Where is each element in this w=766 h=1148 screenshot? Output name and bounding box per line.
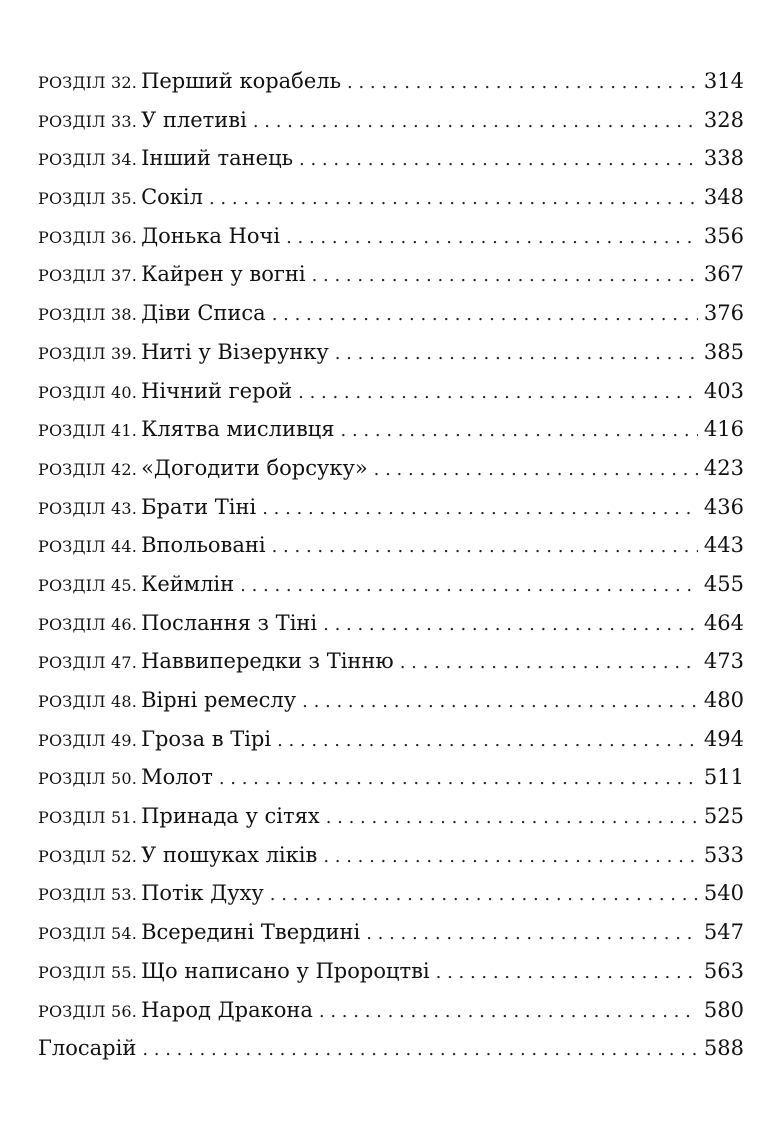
- toc-entry: [38, 881, 744, 920]
- toc-entry: [38, 611, 744, 650]
- dot-leader: [374, 459, 698, 480]
- dot-leader: [240, 575, 698, 596]
- toc-entry: [38, 765, 744, 804]
- toc-entry: [38, 998, 744, 1037]
- chapter-title: Всередині Твердині: [141, 920, 361, 945]
- dot-leader: [341, 420, 698, 441]
- dot-leader: [219, 768, 698, 789]
- chapter-label: РОЗДІЛ 40.: [38, 382, 138, 402]
- chapter-title: Потік Духу: [141, 881, 264, 906]
- chapter-title: Кеймлін: [141, 571, 235, 596]
- page-number: 356: [703, 223, 744, 248]
- toc-entry: [38, 533, 744, 572]
- toc-entry: [38, 572, 744, 611]
- dot-leader: [436, 962, 698, 983]
- chapter-title: Нічний герой: [141, 378, 293, 403]
- chapter-label: РОЗДІЛ 42.: [38, 459, 138, 479]
- toc-entry: [38, 69, 744, 108]
- dot-leader: [323, 846, 698, 867]
- chapter-label: РОЗДІЛ 36.: [38, 227, 138, 247]
- dot-leader: [323, 614, 698, 635]
- page-number: 540: [703, 881, 744, 906]
- toc-entry: [38, 495, 744, 534]
- toc-entry: [38, 224, 744, 263]
- chapter-label: РОЗДІЛ 48.: [38, 692, 138, 711]
- chapter-title: Наввипередки з Тінню: [141, 649, 394, 674]
- chapter-label: РОЗДІЛ 45.: [38, 575, 138, 595]
- page-number: 416: [703, 417, 744, 442]
- page-number: 533: [703, 842, 744, 867]
- dot-leader: [347, 72, 698, 93]
- chapter-title: Послання з Тіні: [141, 610, 318, 635]
- page-number: 348: [703, 185, 744, 210]
- toc-entry: [38, 804, 744, 843]
- chapter-label: РОЗДІЛ 33.: [38, 111, 138, 131]
- toc-entry: [38, 959, 744, 998]
- page-number: 480: [703, 688, 744, 712]
- chapter-title: Інший танець: [141, 146, 294, 171]
- toc-entry: [38, 379, 744, 418]
- chapter-label: РОЗДІЛ 32.: [38, 73, 138, 92]
- chapter-title: Принада у сітях: [141, 804, 320, 829]
- chapter-label: РОЗДІЛ 35.: [38, 189, 138, 209]
- toc-entry: [38, 843, 744, 882]
- dot-leader: [272, 536, 698, 557]
- chapter-title: Вірні ремеслу: [141, 688, 297, 712]
- dot-leader: [326, 807, 698, 828]
- toc-entry: [38, 920, 744, 959]
- page-number: 588: [703, 1036, 744, 1061]
- page-number: 563: [703, 958, 744, 983]
- chapter-title: Народ Дракона: [141, 997, 313, 1022]
- toc-entry: [38, 417, 744, 456]
- chapter-label: РОЗДІЛ 34.: [38, 150, 138, 170]
- chapter-label: РОЗДІЛ 51.: [38, 808, 138, 828]
- page-number: 525: [703, 804, 744, 829]
- chapter-label: РОЗДІЛ 41.: [38, 421, 138, 441]
- chapter-label: РОЗДІЛ 39.: [38, 343, 138, 363]
- chapter-label: РОЗДІЛ 37.: [38, 266, 138, 286]
- toc-entry: [38, 301, 744, 340]
- toc-entry: [38, 262, 744, 301]
- dot-leader: [209, 188, 698, 209]
- dot-leader: [262, 498, 698, 519]
- page-number: 376: [703, 301, 744, 326]
- dot-leader: [142, 1039, 698, 1060]
- page-number: 443: [703, 533, 744, 558]
- toc-entry: [38, 727, 744, 766]
- chapter-title: У пошуках ліків: [141, 842, 318, 867]
- chapter-title: Клятва мисливця: [141, 417, 335, 442]
- chapter-label: РОЗДІЛ 46.: [38, 614, 138, 634]
- dot-leader: [312, 265, 698, 286]
- chapter-label: РОЗДІЛ 38.: [38, 305, 138, 325]
- chapter-label: РОЗДІЛ 52.: [38, 846, 138, 866]
- chapter-label: РОЗДІЛ 56.: [38, 1001, 138, 1021]
- chapter-title: Ниті у Візерунку: [141, 339, 329, 364]
- dot-leader: [277, 730, 698, 751]
- dot-leader: [302, 691, 698, 712]
- chapter-title: Перший корабель: [141, 69, 342, 93]
- chapter-title: Брати Тіні: [141, 494, 257, 519]
- dot-leader: [286, 227, 698, 248]
- dot-leader: [366, 923, 698, 944]
- chapter-label: РОЗДІЛ 50.: [38, 769, 138, 789]
- page-number: 580: [703, 997, 744, 1022]
- chapter-label: РОЗДІЛ 49.: [38, 730, 138, 750]
- page-number: 464: [703, 610, 744, 635]
- toc-entry: [38, 340, 744, 379]
- dot-leader: [272, 304, 698, 325]
- chapter-title: Впольовані: [141, 533, 266, 558]
- page-number: 385: [703, 339, 744, 364]
- toc-entry: [38, 1036, 744, 1075]
- page-number: 436: [703, 494, 744, 519]
- dot-leader: [270, 884, 698, 905]
- chapter-label: РОЗДІЛ 47.: [38, 653, 138, 673]
- page-number: 455: [703, 571, 744, 596]
- page-number: 403: [703, 378, 744, 403]
- toc-entry: [38, 456, 744, 495]
- chapter-title: Донька Ночі: [141, 223, 281, 248]
- dot-leader: [335, 343, 698, 364]
- chapter-label: РОЗДІЛ 44.: [38, 537, 138, 557]
- chapter-label: РОЗДІЛ 55.: [38, 962, 138, 982]
- table-of-contents: [38, 69, 744, 1075]
- chapter-title: «Догодити борсуку»: [141, 455, 368, 480]
- toc-entry: [38, 688, 744, 727]
- chapter-title: Гроза в Тірі: [141, 726, 272, 751]
- page-number: 511: [703, 765, 744, 790]
- page-number: 314: [703, 69, 744, 93]
- toc-entry: [38, 108, 744, 147]
- dot-leader: [299, 149, 698, 170]
- chapter-title: Глосарій: [38, 1036, 137, 1061]
- toc-entry: [38, 185, 744, 224]
- page-number: 494: [703, 726, 744, 751]
- chapter-title: Сокіл: [141, 185, 203, 210]
- chapter-title: У плетиві: [141, 107, 247, 132]
- chapter-label: РОЗДІЛ 54.: [38, 924, 138, 944]
- page-number: 423: [703, 455, 744, 480]
- dot-leader: [319, 1001, 698, 1022]
- chapter-label: РОЗДІЛ 53.: [38, 885, 138, 905]
- page-number: 367: [703, 262, 744, 287]
- chapter-label: РОЗДІЛ 43.: [38, 498, 138, 518]
- page-number: 547: [703, 920, 744, 945]
- dot-leader: [400, 652, 698, 673]
- chapter-title: Кайрен у вогні: [141, 262, 306, 287]
- toc-entry: [38, 649, 744, 688]
- chapter-title: Що написано у Пророцтві: [141, 958, 430, 983]
- page-number: 338: [703, 146, 744, 171]
- chapter-title: Діви Списа: [141, 301, 266, 326]
- page-number: 473: [703, 649, 744, 674]
- page-number: 328: [703, 107, 744, 132]
- dot-leader: [298, 382, 698, 403]
- toc-entry: [38, 146, 744, 185]
- dot-leader: [253, 111, 698, 132]
- chapter-title: Молот: [141, 765, 213, 790]
